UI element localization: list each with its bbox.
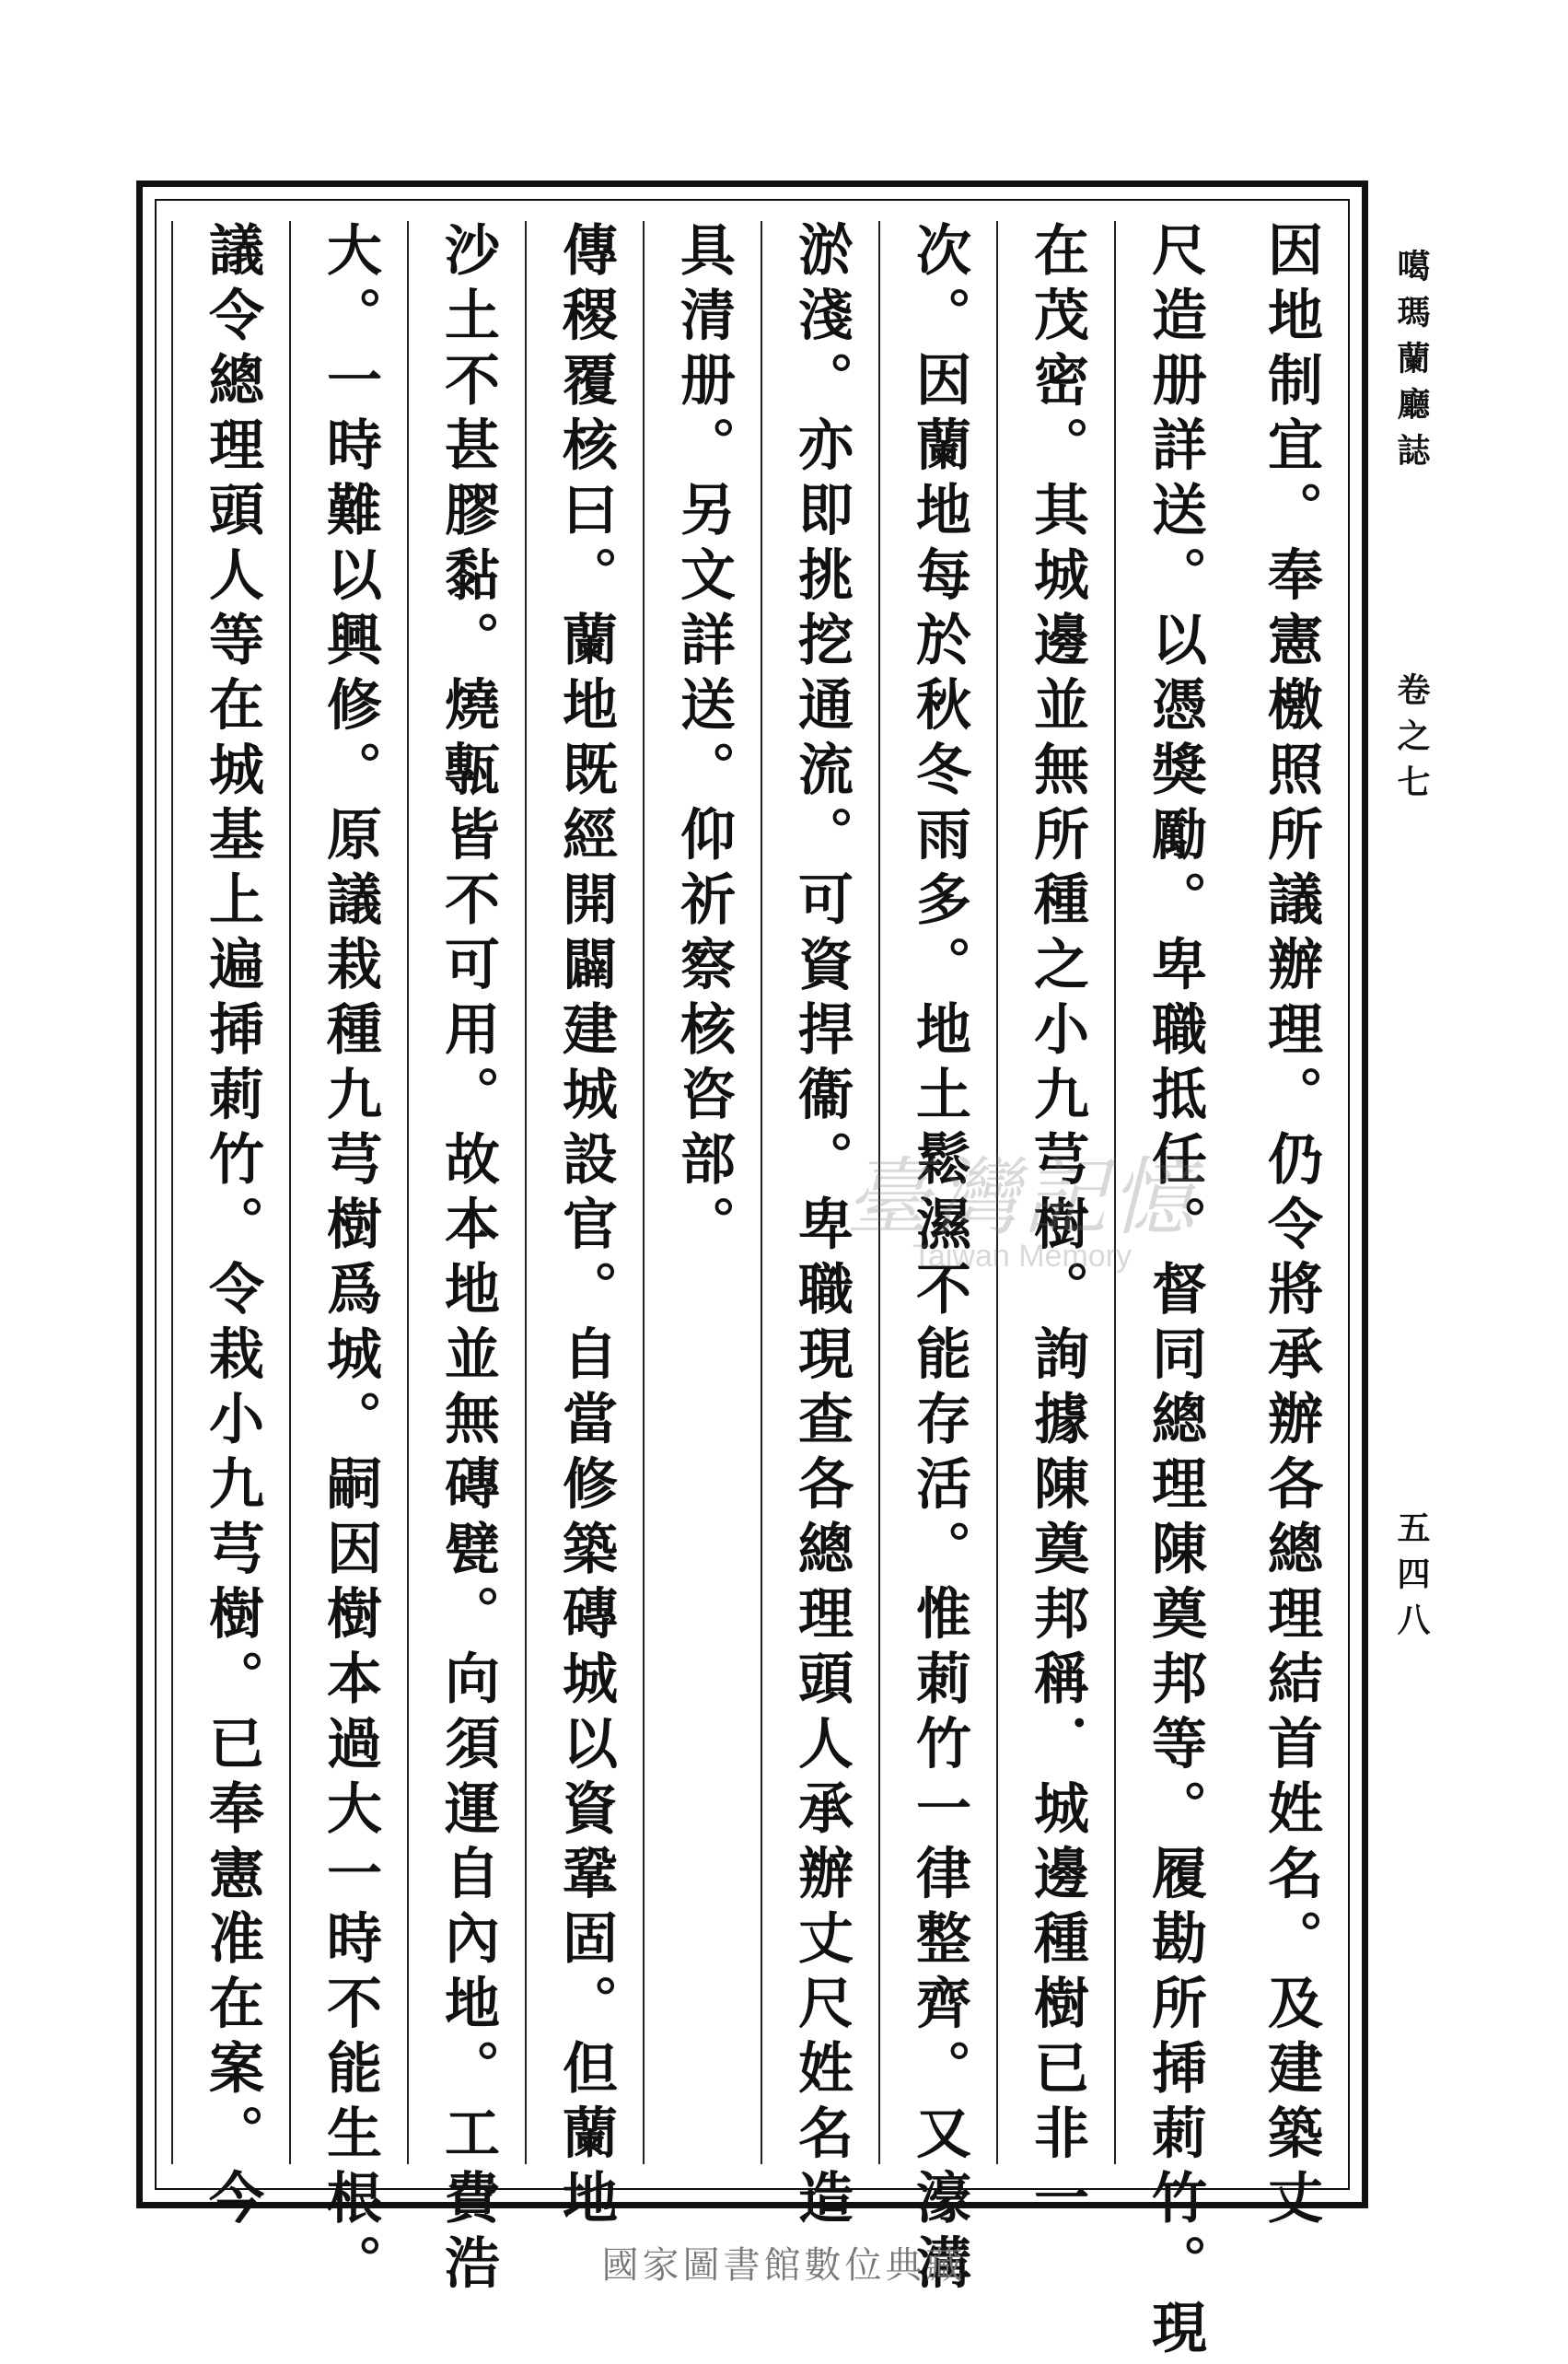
text-column-5 (761, 221, 880, 2234)
text-column-3 (996, 221, 1116, 2234)
column-text: 淤淺。亦即挑挖通流。可資捍衞。卑職現查各總理頭人承辦丈尺姓名造 (789, 221, 854, 2234)
column-text: 議令總理頭人等在城基上遍揷莿竹。令栽小九芎樹。已奉憲准在案。今 (200, 221, 264, 2234)
column-text: 具清册。另文詳送。仰祈察核咨部。 (671, 221, 736, 1260)
column-text: 次。因蘭地每於秋冬雨多。地土鬆濕不能存活。惟莿竹一律整齊。又濠溝 (907, 221, 971, 2299)
page-number: 五四八 (1392, 1510, 1431, 1648)
text-column-8 (407, 221, 527, 2299)
text-column-9 (289, 221, 409, 2299)
text-column-7 (525, 221, 645, 2234)
column-text: 大。一時難以興修。原議栽種九芎樹爲城。嗣因樹本過大一時不能生根。 (318, 221, 382, 2299)
volume-label: 卷之七 (1392, 672, 1431, 810)
watermark-chinese: 臺灣記憶 (844, 1148, 1199, 1247)
column-text: 沙土不甚膠黏。燒甎皆不可用。故本地並無磚甓。向須運自內地。工費浩 (436, 221, 500, 2299)
text-column-10 (171, 221, 291, 2234)
watermark-english: Taiwan Memory (912, 1239, 1132, 1275)
text-column-4 (878, 221, 998, 2299)
column-text: 尺造册詳送。以憑獎勵。卑職抵任。督同總理陳奠邦等。履勘所揷莿竹。現 (1143, 221, 1207, 2364)
book-title: 噶瑪蘭廳誌 (1392, 249, 1431, 479)
text-column-2 (1114, 221, 1234, 2364)
footer-credit: 國家圖書館數位典藏 (601, 2244, 967, 2287)
column-text: 傳稷覆核曰。蘭地既經開闢建城設官。自當修築磚城以資鞏固。但蘭地 (553, 221, 618, 2234)
text-column-6 (643, 221, 762, 2164)
column-text: 因地制宜。奉憲檄照所議辦理。仍令將承辦各總理結首姓名。及建築丈 (1259, 221, 1323, 2234)
column-text: 在茂密。其城邊並無所種之小九芎樹。詢據陳奠邦稱．城邊種樹已非一 (1025, 221, 1089, 2234)
running-head (1379, 249, 1444, 1814)
text-column-1 (1232, 221, 1350, 2234)
